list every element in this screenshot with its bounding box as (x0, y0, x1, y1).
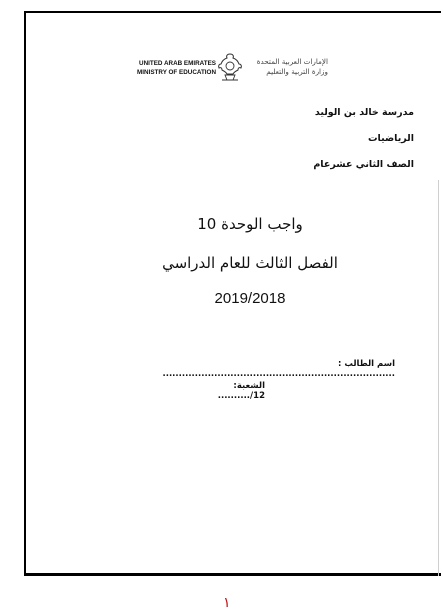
assignment-title: واجب الوحدة 10 (197, 215, 303, 233)
country-arabic: الإمارات العربية المتحدة (256, 57, 328, 66)
subject-name: الرياضيات (367, 133, 414, 144)
uae-emblem-icon (216, 52, 244, 84)
student-name-field: اسم الطالب : ........................................................................ (162, 359, 395, 379)
country-english: UNITED ARAB EMIRATES (139, 60, 216, 67)
term-title: الفصل الثالث للعام الدراسي (162, 254, 338, 272)
ministry-arabic: وزارة التربية والتعليم (266, 67, 328, 76)
school-name: مدرسة خالد بن الوليد (314, 107, 414, 118)
right-border-line (438, 180, 439, 576)
header-english (128, 59, 216, 77)
grade-name: الصف الثاني عشرعام (313, 159, 414, 170)
page-number: ١ (223, 595, 231, 611)
academic-year: 2019/2018 (214, 290, 286, 307)
ministry-english: MINISTRY OF EDUCATION (137, 69, 216, 76)
school-info (313, 100, 414, 178)
section-field: الشعبة: 12/.......... (217, 381, 265, 401)
header-arabic (246, 57, 328, 77)
